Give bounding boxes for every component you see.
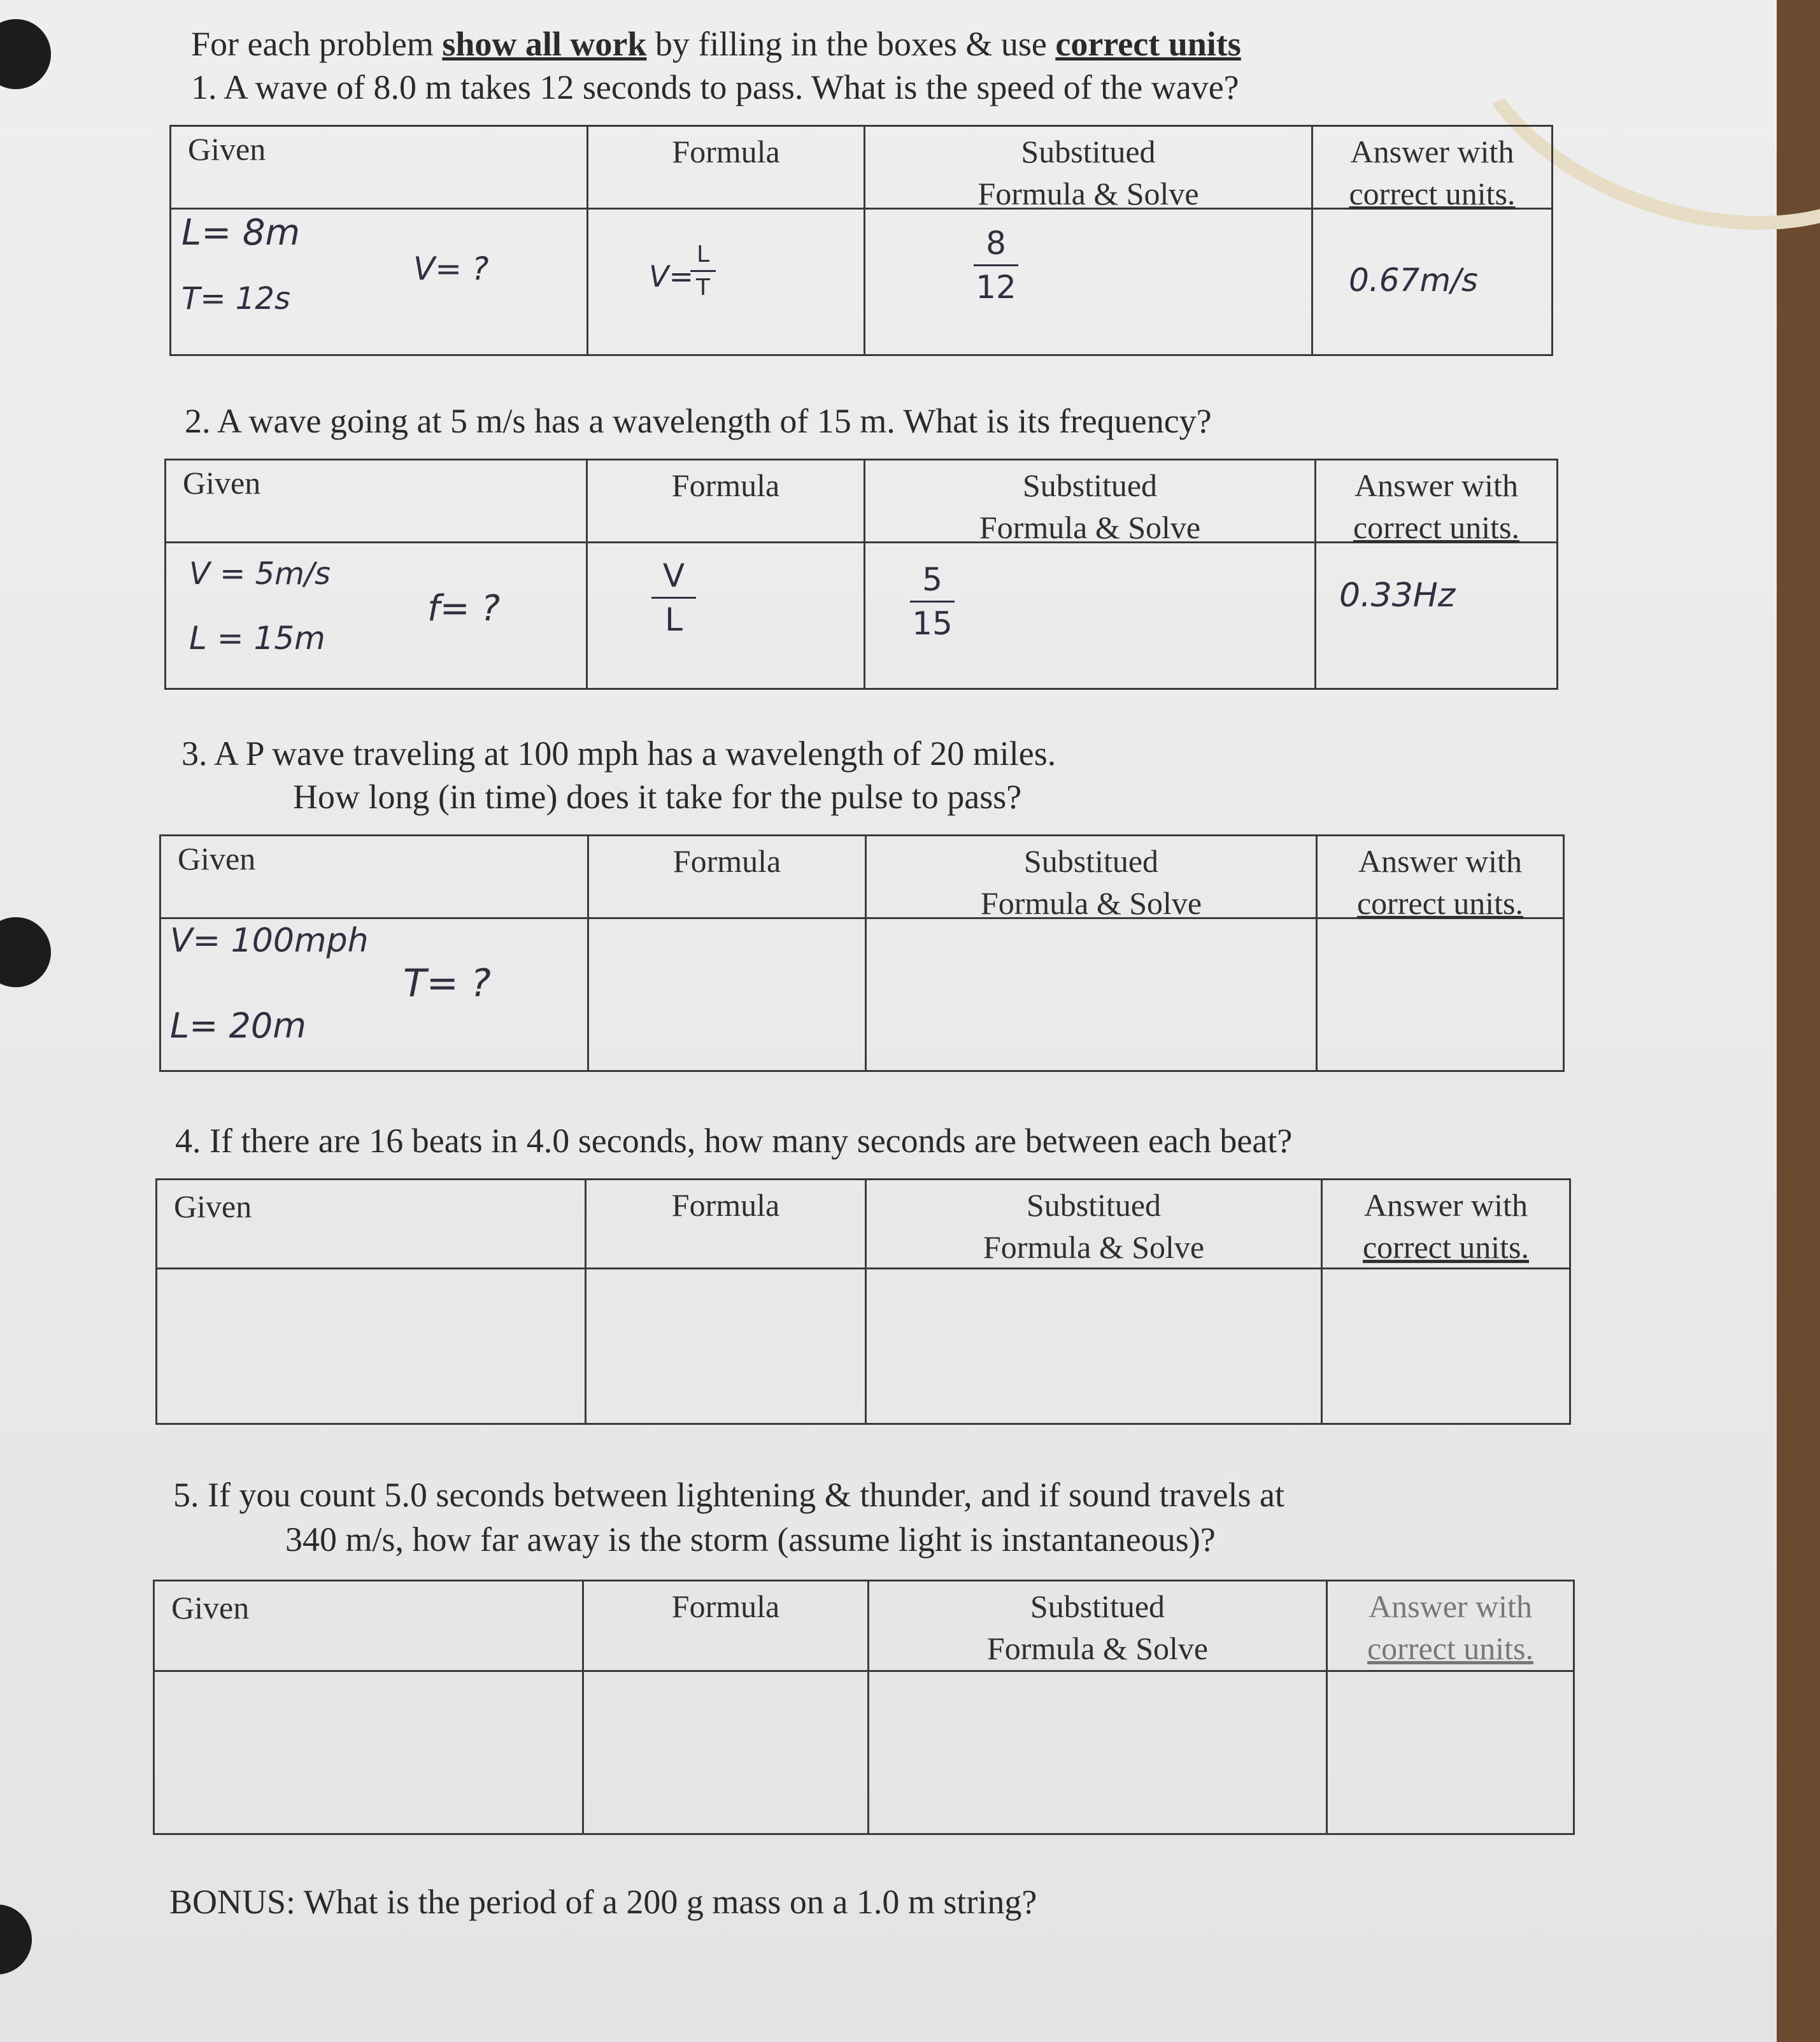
problem-3-table (159, 834, 1565, 1072)
formula-cell[interactable] (583, 1671, 869, 1834)
problem-4-table (155, 1178, 1571, 1425)
substituted-cell[interactable] (866, 1269, 1322, 1424)
given-wavelength: L = 15m (189, 620, 325, 657)
answer-cell[interactable] (1316, 543, 1558, 689)
given-cell[interactable] (166, 543, 587, 689)
substituted-header: Substitued Formula & Solve (866, 1180, 1322, 1269)
substituted-fraction: 8 12 (974, 225, 1018, 306)
problem-5-text-line-2: 340 m/s, how far away is the storm (assume light is instantaneous)? (285, 1520, 1216, 1559)
formula-header: Formula (586, 1180, 866, 1269)
formula-lhs: V= (649, 259, 694, 294)
given-period: T= 12s (181, 281, 290, 317)
given-cell[interactable] (171, 209, 588, 355)
answer-header: Answer with correct units. (1316, 460, 1558, 543)
answer-cell[interactable] (1317, 918, 1564, 1071)
problem-3-text-line-1: 3. A P wave traveling at 100 mph has a wavelength of 20 miles. (181, 734, 1056, 773)
binder-hole-top (0, 19, 51, 89)
given-wavelength: L= 20m (170, 1006, 306, 1046)
answer-cell[interactable] (1327, 1671, 1574, 1834)
given-cell[interactable] (160, 918, 588, 1071)
formula-cell[interactable] (588, 918, 866, 1071)
formula-header: Formula (588, 836, 866, 918)
answer-value: 0.33Hz (1339, 576, 1456, 615)
formula-fraction: V L (651, 557, 696, 638)
given-velocity: V = 5m/s (189, 556, 331, 592)
problem-5-text-line-1: 5. If you count 5.0 seconds between lightening & thunder, and if sound travels at (173, 1476, 1284, 1514)
bonus-question: BONUS: What is the period of a 200 g mass on a 1.0 m string? (169, 1883, 1037, 1921)
substituted-cell[interactable] (865, 209, 1312, 355)
formula-fraction: L T (690, 241, 716, 301)
substituted-header: Substitued Formula & Solve (869, 1581, 1327, 1671)
formula-cell[interactable] (588, 209, 865, 355)
given-header: Given (154, 1581, 583, 1671)
problem-4-text: 4. If there are 16 beats in 4.0 seconds, how many seconds are between each beat? (175, 1122, 1293, 1160)
unknown-period: T= ? (403, 961, 491, 1006)
correct-units-text: correct units (1055, 25, 1241, 63)
problem-1-text: 1. A wave of 8.0 m takes 12 seconds to pass. What is the speed of the wave? (191, 68, 1239, 106)
answer-header: Answer with correct units. (1327, 1581, 1574, 1671)
substituted-cell[interactable] (866, 918, 1317, 1071)
substituted-header: Substitued Formula & Solve (866, 836, 1317, 918)
given-header: Given (171, 126, 588, 209)
problem-3-text-line-2: How long (in time) does it take for the pulse to pass? (293, 778, 1022, 816)
answer-header: Answer with correct units. (1317, 836, 1564, 918)
substituted-header: Substitued Formula & Solve (865, 126, 1312, 209)
instructions (191, 24, 1241, 64)
given-header: Given (157, 1180, 586, 1269)
answer-cell[interactable] (1322, 1269, 1570, 1424)
substituted-header: Substitued Formula & Solve (865, 460, 1316, 543)
given-header: Given (166, 460, 587, 543)
problem-2-text: 2. A wave going at 5 m/s has a wavelength of 15 m. What is its frequency? (185, 402, 1212, 440)
formula-header: Formula (583, 1581, 869, 1671)
given-length: L= 8m (181, 212, 301, 253)
show-all-work-text: show all work (442, 25, 647, 63)
substituted-cell[interactable] (865, 543, 1316, 689)
formula-header: Formula (587, 460, 865, 543)
given-cell[interactable] (157, 1269, 586, 1424)
given-cell[interactable] (154, 1671, 583, 1834)
unknown-velocity: V= ? (413, 250, 489, 287)
answer-header: Answer with correct units. (1312, 126, 1553, 209)
unknown-frequency: f= ? (427, 588, 501, 629)
given-velocity: V= 100mph (170, 922, 369, 960)
answer-header: Answer with correct units. (1322, 1180, 1570, 1269)
answer-cell[interactable] (1312, 209, 1553, 355)
answer-value: 0.67m/s (1349, 262, 1478, 299)
problem-2-table (164, 459, 1558, 690)
instructions-prefix: For each problem (191, 25, 443, 63)
given-header: Given (160, 836, 588, 918)
formula-header: Formula (588, 126, 865, 209)
substituted-cell[interactable] (869, 1671, 1327, 1834)
problem-5-table (153, 1580, 1575, 1835)
binder-hole-bottom (0, 1904, 32, 1974)
instructions-middle: by filling in the boxes & use (646, 25, 1056, 63)
formula-cell[interactable] (586, 1269, 866, 1424)
substituted-fraction: 5 15 (910, 561, 955, 642)
binder-hole-middle (0, 917, 51, 987)
formula-cell[interactable] (587, 543, 865, 689)
problem-1-table (169, 125, 1553, 356)
